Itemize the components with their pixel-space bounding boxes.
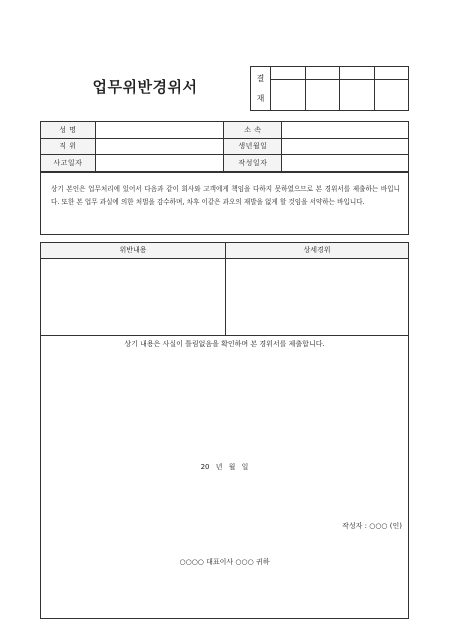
approval-cell-4-header[interactable] bbox=[374, 67, 409, 80]
dept-field[interactable] bbox=[282, 122, 409, 139]
details-box bbox=[40, 242, 409, 619]
approval-cell-2-header[interactable] bbox=[305, 67, 340, 80]
pledge-box bbox=[40, 172, 409, 235]
approval-cell-1-header[interactable] bbox=[271, 67, 306, 80]
approval-cell-4-sign[interactable] bbox=[374, 80, 409, 111]
recipient-line: ○○○○ 대표이사 ○○○ 귀하 bbox=[179, 558, 270, 566]
birth-label: 생년월일 bbox=[224, 138, 282, 155]
violation-field[interactable] bbox=[41, 259, 225, 335]
approval-cell-3-header[interactable] bbox=[340, 67, 375, 80]
section-divider bbox=[41, 335, 408, 336]
approval-cell-1-sign[interactable] bbox=[271, 80, 306, 111]
approval-label-top: 결 bbox=[256, 74, 265, 83]
dept-label: 소 속 bbox=[224, 122, 282, 139]
written-date-label: 작성일자 bbox=[224, 155, 282, 172]
page-title: 업무위반경위서 bbox=[92, 78, 198, 96]
approval-table bbox=[250, 66, 409, 111]
approval-label-bottom: 재 bbox=[256, 94, 265, 103]
approval-cell-3-sign[interactable] bbox=[340, 80, 375, 111]
incident-date-field[interactable] bbox=[95, 155, 224, 172]
birth-field[interactable] bbox=[282, 138, 409, 155]
confirmation-text: 상기 내용은 사실이 틀림없음을 확인하며 본 경위서를 제출합니다. bbox=[124, 340, 325, 348]
info-table bbox=[40, 121, 409, 172]
circumstance-field[interactable] bbox=[226, 259, 408, 335]
position-field[interactable] bbox=[95, 138, 224, 155]
name-field[interactable] bbox=[95, 122, 224, 139]
approval-cell-2-sign[interactable] bbox=[305, 80, 340, 111]
written-date-field[interactable] bbox=[282, 155, 409, 172]
position-label: 직 위 bbox=[41, 138, 96, 155]
circumstance-header: 상세경위 bbox=[226, 243, 408, 259]
name-label: 성 명 bbox=[41, 122, 96, 139]
date-line: 20 년 월 일 bbox=[200, 463, 249, 471]
approval-label-cell bbox=[251, 67, 271, 111]
pledge-text: 상기 본인은 업무처리에 있어서 다음과 같이 회사와 고객에게 책임을 다하지 못하였으므로 본 경위서를 제출하는 바입니다. 또한 본 업무 과실에 의한 처벌을 감수하며, 차후 이같은 과오의 재발을 없게 할 것임을 서약하는 바입니다. bbox=[51, 185, 400, 206]
author-line: 작성자 : ○○○ (인) bbox=[342, 522, 402, 530]
violation-header: 위반내용 bbox=[41, 243, 225, 259]
incident-date-label: 사고일자 bbox=[41, 155, 96, 172]
